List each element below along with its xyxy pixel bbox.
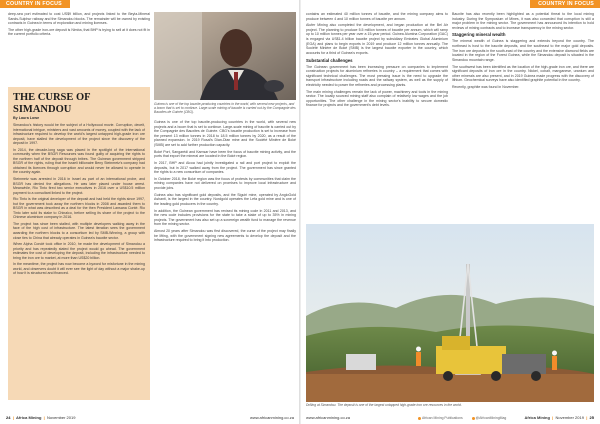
section-tag: COUNTRY IN FOCUS: [538, 1, 594, 7]
footer-url[interactable]: www.africanmining.co.za: [249, 415, 294, 420]
issue-date: November 2019: [555, 415, 584, 420]
paragraph: In 2014, the decade-long saga was placed in the spotlight of the international community when the BSGR Resources was found guilty of acquiring the rights to the northern half of the deposit through bribes. The Guinean government stripped BSGR of the rights, ruling that the Israeli billionaire Beny Steinmetz's company had obtained its licences through corruption and would never be allowed to operate in the country again.: [13, 147, 145, 175]
paragraph: When Alpha Condé took office in 2010, he made the development of Simandou a priority and has repeatedly stated the project would go ahead. The government estimates the cost of developing the deposit, including the infrastructure needed to bring the iron ore to market, at more than US$20 billion.: [13, 242, 145, 260]
paragraph: Bauxite has also recently been highlighted as a potential threat to the local mining industry. During the Symposium of Mines, it was also conceded that corruption is still a major problem in the mining sector. The government has announced its intention to hold reviews of mining contracts and to increase transparency in the mining sector.: [452, 12, 594, 30]
paragraph: deep-sea port estimated to cost US$9 billion, and projects linked to the Beyla-Mineral Sands-Sulphur railway and the Simandou blocks. The remainder will be owned by existing contracts in Guinea in terms of exploration and mining licenses.: [8, 12, 150, 26]
social-links: [418, 412, 514, 424]
publication-name: Africa Mining: [16, 415, 42, 420]
publication-name: Africa Mining: [524, 415, 550, 420]
paragraph: Guinea is one of the top bauxite-producing countries in the world, with several new projects and a boom that is set to continue. Large-scale mining of bauxite is carried out by the Compagnie des Bauxites de Guinée. CBG's bauxite production is set to increase from the present 13 million tonnes in 2018 to 18.5 million tonnes by 2020, as a result of the planned expansion. In 2019 Rusal's Dian-Dian mine and the Société Minière de Boké (SMB) are set to add further production capacity.: [154, 120, 296, 147]
paragraph: Guinea also has significant gold deposits, and the Siguiri mine, operated by AngloGold Ashanti, is the largest in the country. Nordgold operates the Lefa gold mine and is one of the leading gold producers in the country.: [154, 192, 296, 206]
paragraph: Recently, graphite was found in November.: [452, 85, 520, 89]
paragraph: The mineral wealth of Guinea is staggering and extends beyond the country. The northeast is host to the bauxite deposits, and the southeast to the major gold deposits. The iron ore deposits in the south-east of the country and the extensive diamond fields are located in the region of the Forest Guinea, while the Simandou deposit is situated in the Simandou mountain range.: [452, 39, 594, 62]
photo-caption: Guinea is one of the top bauxite-producing countries in the world, with several new projects, and a boom that is set to continue. Large-scale mining of bauxite is carried out by the Compagnie des Bauxites de Guinée (CBG).: [154, 102, 296, 115]
page-number: 25: [589, 415, 594, 420]
paragraph: Boké Port, Sangarédi and Kamsar have been the focus of bauxite mining activity, and the ports that export the mineral are located in the Boké region.: [154, 149, 296, 159]
paragraph: The main mining challenges remain the lack of power, machinery and tools in the mining sector. The locally sourced mining staff also complain of relatively low wages and the job opportunities. The other challenge in the mining sector's inability to secure domestic finance for projects and the government's debt levels.: [306, 89, 448, 108]
paragraph: In October 2018, the Boké region was the focus of protests by communities that claim the mining companies have not delivered on promises to improve local infrastructure and provide jobs.: [154, 176, 296, 190]
sidebar-body: [13, 123, 145, 276]
social-link[interactable]: @AfricanMiningMag: [472, 416, 507, 420]
paragraph: In addition, the Guinean government has revised its mining code in 2011 and 2013, and the new code includes provisions for the state to take a stake of up to 35% in mining projects. The government has also set up a sovereign wealth fund to manage the revenue from the mining sector.: [154, 208, 296, 227]
paragraph: The other high-grade iron-ore deposit is Nimba, that BHP is trying to sell at it does not fit in the current portfolio criteria.: [8, 27, 150, 37]
right-column-2: [452, 12, 594, 92]
footer-url[interactable]: www.africanmining.co.za: [306, 415, 351, 420]
paragraph: contains an estimated 40 million tonnes of bauxite, and the mining company aims to produce between 4 and 10 million tonnes of bauxite per annum.: [306, 12, 448, 21]
left-footer: 24 | Africa Mining | November 2019 www.africanmining.co.za: [0, 412, 300, 424]
footer-right-meta: Africa Mining | November 2019 | 25: [524, 415, 594, 420]
facebook-icon: [418, 417, 421, 420]
sidebar-title: THE CURSE OF SIMANDOU: [13, 92, 91, 115]
page-number: 24: [6, 415, 11, 420]
byline: By Laura Lowe: [13, 116, 40, 120]
paragraph: Rio Tinto is the original developer of the deposit and had held the rights since 1997, but the government took away the northern blocks in 2008 and awarded them to BSGR in what was described as a deal for the then President Lansana Conté. Rio Tinto later sold its stake to Chinalco, before selling its share of the project to the Chinese aluminium company in 2016.: [13, 197, 145, 220]
subheading: Staggering mineral wealth: [452, 32, 506, 38]
twitter-icon: [472, 417, 475, 420]
paragraph: In the meantime, the project has now become a byword for misfortune in the mining world, and observers doubt it will ever see the light of day without a major shake-up of how it is structured and financed.: [13, 262, 145, 276]
photo-caption: Drilling at Simandou. The deposit is one of the largest untapped high-grade iron ore resources in the world.: [306, 403, 462, 407]
paragraph: In 2017, BHP and Alcoa had jointly investigated a rail and port project to exploit the deposits, but in 2017 walked away from the project. The government has since granted the rights to a new consortium of companies.: [154, 160, 296, 175]
portrait-photo: [154, 12, 296, 100]
paragraph: The Guinean government has been increasing pressure on companies to implement construction projects for aluminium refineries in country – a requirement that comes with significant technical challenges. The most pressing issue is the need to upgrade the transport infrastructure including roads and the railway system, as well as the supply of electricity needed to power the refineries and processing plants.: [306, 64, 448, 87]
paragraph: The southwest has been identified as the location of the high-grade iron ore, and there are significant deposits of iron ore in the country. Nickel, cobalt, manganese, uranium and other minerals are also present, and in 2019 Guinea made progress with the discovery of lithium. Geochemical surveys have also identified graphite potential in the country.: [452, 64, 594, 83]
right-footer: [300, 412, 600, 424]
drilling-photo: [306, 224, 594, 402]
main-column: [154, 120, 296, 245]
subheading: Substantial challenges: [306, 57, 353, 63]
right-page: [300, 0, 600, 424]
section-tag: COUNTRY IN FOCUS: [6, 1, 62, 7]
intro-column: [8, 12, 150, 39]
paragraph: Alufer Mining also completed the development, and began production at the Bel Air project. The planning to produce 5.5 million tonnes of bauxite per annum, which will ramp up to 10 million tonnes per year over a 15-year period. Guinea Alumina Corporation (GAC) is engaged via US$1.4 billion bauxite project by subsidiary Emirates Global Aluminium (EGA) and plans to begin exports in 2019 and produce 12 million tonnes annually. The Société Minière de Boké (SMB) is the largest bauxite exporter in the country, which accounts for a third of Guinea's exports.: [306, 23, 448, 55]
issue-date: November 2019: [46, 415, 76, 420]
paragraph: Simandou's history would be the subject of a Hollywood movie. Corruption, deceit, international intrigue, ministers and vast amounts of money, coupled with the lack of infrastructure required to develop the world's largest untapped high-grade iron ore deposit, have stalled the development of the project since the discovery of the deposit in 1997.: [13, 123, 145, 146]
sidebar-box: [8, 87, 150, 400]
right-column-1: [306, 12, 448, 110]
social-link[interactable]: African Mining Publications: [418, 416, 463, 420]
paragraph: Steinmetz was arrested in 2016 in Israel as part of an international probe, and BSGR has denied the allegations. He was later placed under house arrest. Meanwhile, Rio Tinto fired two senior executives in 2016 over a US$10.5 million payment to a consultant linked to the project.: [13, 177, 145, 195]
paragraph: The project has since been stalled, with multiple developers walking away in the face of the high cost of infrastructure. The latest iteration sees the government awarding the northern blocks to a consortium led by SMB-Winning, a group with close ties to China that already operates in Guinea's bauxite sector.: [13, 221, 145, 240]
paragraph: Almost 20 years after Simandou was first discovered, the curse of the project may finally be lifting, with the government signing new agreements to develop the deposit and the infrastructure required to bring it into production.: [154, 229, 296, 243]
